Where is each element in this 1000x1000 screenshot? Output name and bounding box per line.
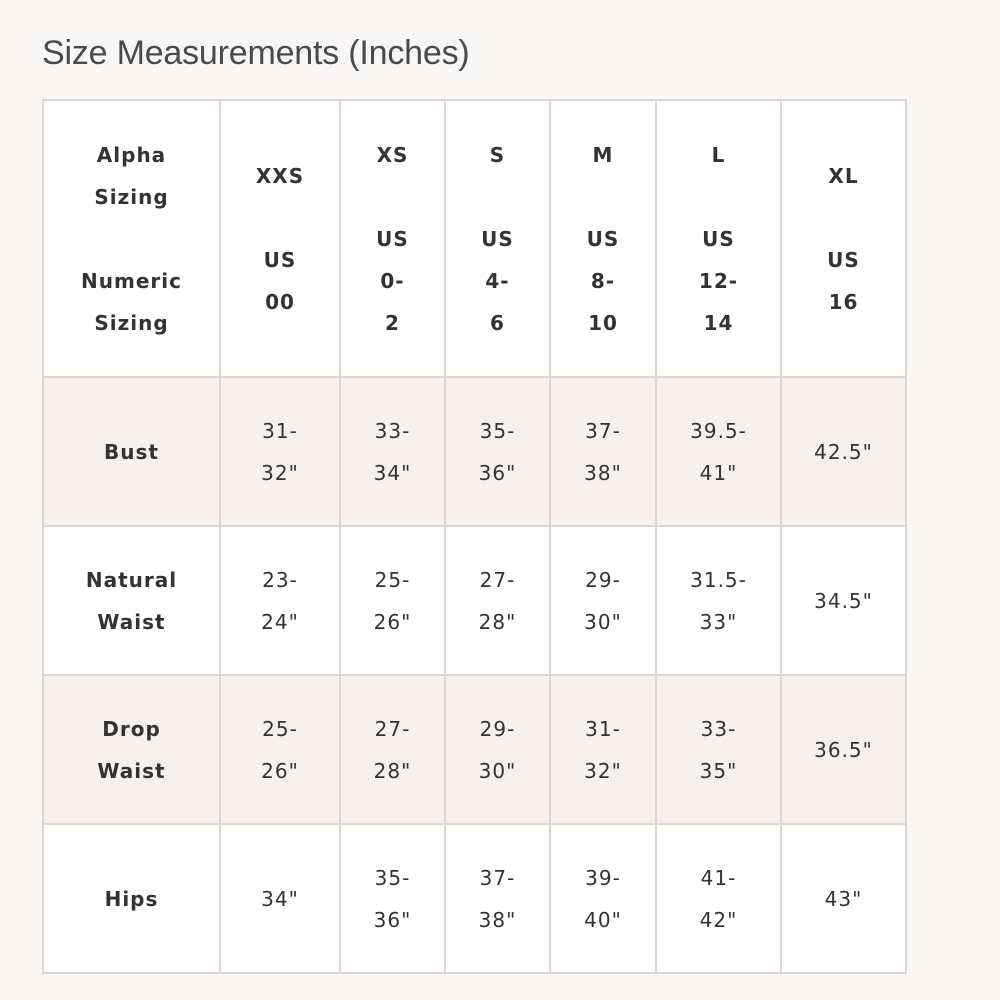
table-cell: 27- 28" (445, 526, 550, 675)
table-cell: 39.5- 41" (656, 377, 781, 526)
table-cell: 42.5" (781, 377, 906, 526)
page-title: Size Measurements (Inches) (42, 34, 470, 72)
row-label-hips: Hips (43, 824, 220, 973)
header-size-cell (550, 100, 656, 377)
size-chart-table (42, 99, 907, 974)
table-cell: 39- 40" (550, 824, 656, 973)
header-size-xxs: XXS US 00 (255, 163, 305, 314)
table-cell: 35- 36" (445, 377, 550, 526)
table-cell: 43" (781, 824, 906, 973)
table-cell: 29- 30" (550, 526, 656, 675)
header-size-cell (340, 100, 445, 377)
table-cell: 33- 35" (656, 675, 781, 824)
header-size-cell (656, 100, 781, 377)
header-size-cell (781, 100, 906, 377)
table-cell: 33- 34" (340, 377, 445, 526)
table-cell: 37- 38" (550, 377, 656, 526)
table-cell: 35- 36" (340, 824, 445, 973)
table-cell: 25- 26" (220, 675, 340, 824)
header-label-cell (43, 100, 220, 377)
table-cell: 34" (220, 824, 340, 973)
table-cell: 36.5" (781, 675, 906, 824)
header-size-xs: XS US 0- 2 (376, 142, 409, 335)
header-row (43, 100, 906, 377)
table-cell: 34.5" (781, 526, 906, 675)
header-size-cell (220, 100, 340, 377)
table-row-bust (43, 377, 906, 526)
row-label-natural-waist: Natural Waist (43, 526, 220, 675)
table-cell: 31- 32" (550, 675, 656, 824)
table-row-hips (43, 824, 906, 973)
row-label-drop-waist: Drop Waist (43, 675, 220, 824)
table-cell: 37- 38" (445, 824, 550, 973)
table-cell: 31.5- 33" (656, 526, 781, 675)
table-cell: 41- 42" (656, 824, 781, 973)
header-size-s: S US 4- 6 (481, 142, 514, 335)
table-cell: 29- 30" (445, 675, 550, 824)
header-size-l: L US 12- 14 (698, 142, 739, 335)
header-label: Alpha Sizing Numeric Sizing (81, 142, 182, 335)
header-size-xl: XL US 16 (827, 163, 860, 314)
table-cell: 27- 28" (340, 675, 445, 824)
table-cell: 23- 24" (220, 526, 340, 675)
table-cell: 31- 32" (220, 377, 340, 526)
table-row-drop-waist (43, 675, 906, 824)
row-label-bust: Bust (43, 377, 220, 526)
header-size-m: M US 8- 10 (586, 142, 620, 335)
table-row-natural-waist (43, 526, 906, 675)
table-cell: 25- 26" (340, 526, 445, 675)
header-size-cell (445, 100, 550, 377)
